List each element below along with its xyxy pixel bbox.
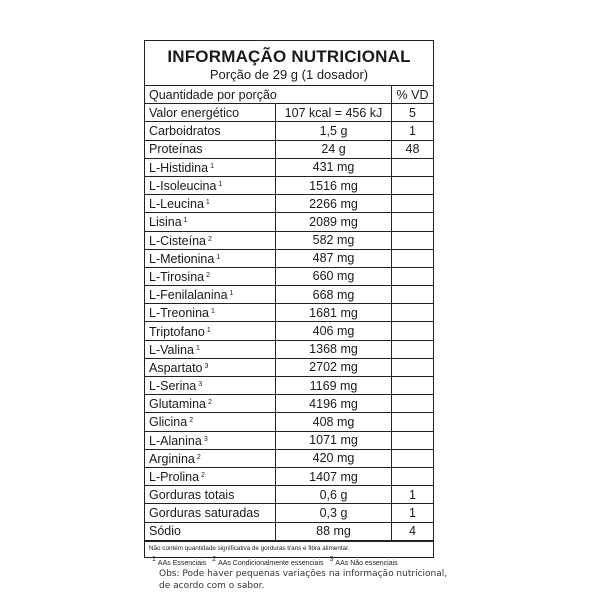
nutrient-daily-value: 5: [392, 104, 434, 122]
nutrient-amount: 668 mg: [276, 286, 392, 304]
nutrition-row: [145, 340, 433, 358]
nutrient-amount: 406 mg: [276, 322, 392, 340]
nutrition-row: [145, 158, 433, 176]
amino-class-marker: 1: [229, 290, 234, 298]
nutrient-daily-value: 1: [392, 122, 434, 140]
nutrient-amount: 487 mg: [276, 249, 392, 267]
nutrient-name: [145, 486, 276, 504]
nutrient-amount: 431 mg: [276, 158, 392, 176]
nutrition-row: [145, 504, 433, 522]
nutrient-amount: 2266 mg: [276, 195, 392, 213]
nutrition-facts-label: [144, 40, 434, 558]
nutrient-amount: 1169 mg: [276, 377, 392, 395]
nutrient-name: [145, 467, 276, 485]
nutrient-name: [145, 231, 276, 249]
legend-marker: 1: [152, 556, 156, 563]
nutrient-name-text: Arginina: [149, 451, 195, 466]
nutrient-amount: 0,3 g: [276, 504, 392, 522]
legend-text: AAs Essenciais: [157, 560, 207, 567]
label-footnote: Não contém quantidade significativa de gorduras trans e fibra alimentar.: [145, 541, 433, 557]
nutrient-name-text: Aspartato: [149, 360, 203, 375]
nutrition-row: [145, 322, 433, 340]
nutrient-daily-value: [392, 231, 434, 249]
table-header-row: [145, 86, 433, 104]
nutrient-name-text: Sódio: [149, 524, 181, 539]
nutrition-row: [145, 140, 433, 158]
amino-class-marker: 2: [201, 472, 205, 480]
amino-class-marker: 1: [183, 217, 188, 225]
nutrient-amount: 4196 mg: [276, 395, 392, 413]
nutrition-row: [145, 358, 433, 376]
nutrient-name: [145, 522, 276, 540]
legend-text: AAs Condicionalmente essenciais: [218, 560, 324, 567]
nutrient-name: [145, 122, 276, 140]
legend-item: [210, 556, 324, 567]
nutrient-name: [145, 286, 276, 304]
nutrient-daily-value: 4: [392, 522, 434, 540]
nutrient-daily-value: [392, 322, 434, 340]
nutrient-amount: 107 kcal = 456 kJ: [276, 104, 392, 122]
nutrient-name-text: Carboidratos: [149, 123, 221, 138]
nutrient-amount: 660 mg: [276, 267, 392, 285]
nutrient-name-text: Gorduras saturadas: [149, 505, 260, 520]
nutrient-name-text: L-Isoleucina: [149, 179, 217, 194]
nutrition-row: [145, 431, 433, 449]
nutrient-name-text: L-Fenilalanina: [149, 288, 228, 303]
nutrient-daily-value: [392, 413, 434, 431]
legend-marker: 2: [212, 556, 217, 563]
nutrient-amount: 2702 mg: [276, 358, 392, 376]
nutrient-daily-value: 1: [392, 504, 434, 522]
amino-class-marker: 2: [207, 399, 212, 407]
nutrient-amount: 420 mg: [276, 449, 392, 467]
nutrient-daily-value: [392, 158, 434, 176]
nutrient-name-text: Triptofano: [149, 324, 205, 339]
nutrition-row: [145, 231, 433, 249]
nutrient-name-text: Proteínas: [149, 142, 203, 157]
nutrient-daily-value: [392, 377, 434, 395]
nutrient-amount: 1071 mg: [276, 431, 392, 449]
amino-class-marker: 1: [218, 181, 223, 189]
nutrient-name-text: L-Serina: [149, 379, 197, 394]
nutrient-name-text: L-Treonina: [149, 306, 209, 321]
nutrient-daily-value: [392, 467, 434, 485]
nutrient-daily-value: [392, 304, 434, 322]
nutrient-name: [145, 176, 276, 194]
nutrition-row: [145, 486, 433, 504]
nutrient-name: [145, 358, 276, 376]
amino-class-marker: 2: [206, 271, 211, 279]
nutrient-name: [145, 449, 276, 467]
nutrient-name-text: L-Metionina: [149, 251, 215, 266]
nutrient-name-text: Glutamina: [149, 397, 206, 412]
amino-class-marker: 2: [196, 453, 201, 461]
nutrient-name-text: L-Cisteína: [149, 233, 206, 248]
nutrient-name-text: L-Tirosina: [149, 269, 205, 284]
amino-class-marker: 1: [206, 326, 211, 334]
nutrient-name: [145, 104, 276, 122]
amino-acid-legend: [150, 556, 402, 567]
nutrient-name: [145, 140, 276, 158]
nutrient-amount: 1407 mg: [276, 467, 392, 485]
amino-class-marker: 3: [198, 381, 203, 389]
nutrient-name: [145, 304, 276, 322]
label-title: INFORMAÇÃO NUTRICIONAL: [167, 47, 411, 66]
nutrient-amount: 1681 mg: [276, 304, 392, 322]
amino-class-marker: 2: [207, 235, 212, 243]
nutrient-amount: 1,5 g: [276, 122, 392, 140]
nutrition-table: [145, 86, 433, 541]
nutrient-name-text: L-Leucina: [149, 197, 204, 212]
amino-class-marker: 1: [211, 308, 215, 316]
nutrient-daily-value: [392, 395, 434, 413]
legend-item: [150, 556, 207, 567]
nutrient-name: [145, 249, 276, 267]
nutrient-name-text: Gorduras totais: [149, 487, 235, 502]
legend-item: [328, 556, 398, 567]
nutrition-row: [145, 213, 433, 231]
nutrition-row: [145, 176, 433, 194]
nutrient-daily-value: [392, 195, 434, 213]
nutrition-row: [145, 122, 433, 140]
nutrition-row: [145, 449, 433, 467]
amino-class-marker: 2: [189, 417, 194, 425]
legend-text: AAs Não essenciais: [335, 560, 398, 567]
nutrition-row: [145, 267, 433, 285]
nutrient-daily-value: [392, 358, 434, 376]
nutrient-name: [145, 340, 276, 358]
nutrient-amount: 1368 mg: [276, 340, 392, 358]
nutrient-name-text: L-Histidina: [149, 160, 209, 175]
nutrient-name-text: L-Prolina: [149, 470, 200, 485]
nutrient-name-text: L-Alanina: [149, 433, 202, 448]
nutrient-daily-value: [392, 249, 434, 267]
nutrient-name: [145, 322, 276, 340]
header-vd: % VD: [392, 86, 434, 104]
amino-class-marker: 1: [205, 199, 210, 207]
nutrition-row: [145, 395, 433, 413]
observation-line-2: de acordo com o sabor.: [159, 581, 265, 591]
nutrient-amount: 0,6 g: [276, 486, 392, 504]
serving-size: Porção de 29 g (1 dosador): [145, 67, 433, 86]
nutrient-daily-value: 1: [392, 486, 434, 504]
nutrient-daily-value: [392, 213, 434, 231]
nutrient-amount: 582 mg: [276, 231, 392, 249]
amino-class-marker: 3: [204, 362, 209, 370]
nutrient-name: [145, 213, 276, 231]
nutrient-name: [145, 158, 276, 176]
observation-line-1: Obs: Pode haver pequenas variações na informação nutricional,: [159, 569, 448, 579]
nutrition-row: [145, 249, 433, 267]
nutrient-name: [145, 195, 276, 213]
nutrient-name: [145, 395, 276, 413]
nutrition-row: [145, 104, 433, 122]
nutrient-name: [145, 377, 276, 395]
nutrient-daily-value: [392, 176, 434, 194]
header-quantity: Quantidade por porção: [145, 86, 392, 104]
legend-marker: 3: [329, 556, 334, 563]
nutrition-row: [145, 304, 433, 322]
nutrition-row: [145, 522, 433, 540]
nutrient-daily-value: [392, 286, 434, 304]
nutrition-row: [145, 286, 433, 304]
nutrient-daily-value: [392, 431, 434, 449]
nutrient-name: [145, 267, 276, 285]
nutrition-row: [145, 377, 433, 395]
nutrition-row: [145, 195, 433, 213]
nutrient-daily-value: [392, 267, 434, 285]
amino-class-marker: 1: [216, 253, 221, 261]
nutrient-amount: 24 g: [276, 140, 392, 158]
amino-class-marker: 1: [195, 344, 200, 352]
nutrition-row: [145, 467, 433, 485]
nutrient-daily-value: [392, 449, 434, 467]
nutrient-name: [145, 504, 276, 522]
amino-class-marker: 3: [203, 435, 208, 443]
nutrient-amount: 1516 mg: [276, 176, 392, 194]
nutrient-amount: 88 mg: [276, 522, 392, 540]
amino-class-marker: 1: [210, 162, 214, 170]
nutrient-daily-value: [392, 340, 434, 358]
nutrient-name-text: L-Valina: [149, 342, 194, 357]
nutrient-name: [145, 431, 276, 449]
nutrient-name-text: Glicina: [149, 415, 188, 430]
nutrient-daily-value: 48: [392, 140, 434, 158]
nutrient-amount: 2089 mg: [276, 213, 392, 231]
nutrition-row: [145, 413, 433, 431]
nutrient-amount: 408 mg: [276, 413, 392, 431]
observation-note: [159, 568, 447, 592]
nutrient-name-text: Lisina: [149, 215, 182, 230]
nutrient-name: [145, 413, 276, 431]
nutrient-name-text: Valor energético: [149, 105, 240, 120]
